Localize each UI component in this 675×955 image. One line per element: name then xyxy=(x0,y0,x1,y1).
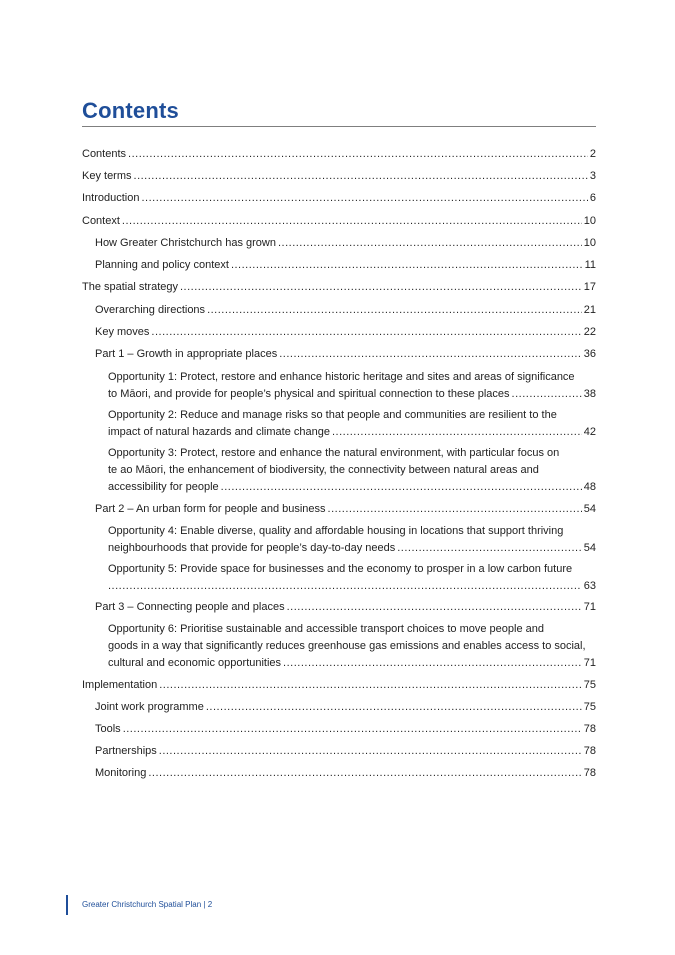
toc-page-number: 54 xyxy=(583,542,596,554)
toc-entry-line: goods in a way that significantly reduces greenhouse gas emissions and enables access to social, xyxy=(108,640,586,652)
toc-entry-line: accessibility for people xyxy=(108,481,219,493)
toc-page-number: 10 xyxy=(583,215,596,227)
toc-entry-label: Part 2 – An urban form for people and business xyxy=(95,503,326,515)
toc-entry-line: Opportunity 6: Prioritise sustainable and accessible transport choices to move people and xyxy=(108,623,544,635)
toc-entry-label: Context xyxy=(82,215,120,227)
toc-entry-part-1[interactable] xyxy=(95,346,596,363)
toc-entry-opportunity-4[interactable] xyxy=(108,523,596,557)
toc-entry-line: te ao Māori, the enhancement of biodiversity, the connectivity between natural areas and xyxy=(108,464,539,476)
toc-page-number: 2 xyxy=(589,148,596,160)
toc-entry-opportunity-5[interactable] xyxy=(108,561,596,595)
toc-page-number: 78 xyxy=(583,723,596,735)
toc-entry-label: Key terms xyxy=(82,170,132,182)
toc-entry-line: Opportunity 5: Provide space for businesses and the economy to prosper in a low carbon future xyxy=(108,563,573,575)
toc-page-number: 36 xyxy=(583,348,596,360)
toc-entry-joint-work-programme[interactable] xyxy=(95,699,596,716)
toc-entry-tools[interactable] xyxy=(95,721,596,738)
toc-entry-label: Partnerships xyxy=(95,745,157,757)
toc-page-number: 75 xyxy=(583,701,596,713)
toc-entry-line: Opportunity 1: Protect, restore and enhance historic heritage and sites and areas of significance xyxy=(108,371,575,383)
toc-page-number: 63 xyxy=(583,580,596,592)
toc-page-number: 17 xyxy=(583,281,596,293)
toc-entry-label: The spatial strategy xyxy=(82,281,178,293)
toc-entry-label: Overarching directions xyxy=(95,304,206,316)
toc-entry-line: to Māori, and provide for people’s physical and spiritual connection to these places xyxy=(108,388,510,400)
toc-entry-contents[interactable] xyxy=(82,146,596,163)
toc-page-number: 11 xyxy=(584,259,596,271)
toc-entry-opportunity-3[interactable] xyxy=(108,445,596,496)
page-footer: Greater Christchurch Spatial Plan | 2 xyxy=(66,895,212,915)
toc-entry-spatial-strategy[interactable] xyxy=(82,279,596,296)
toc-page-number: 10 xyxy=(583,237,596,249)
toc-entry-label: Key moves xyxy=(95,326,150,338)
toc-page-number: 38 xyxy=(583,388,596,400)
toc-entry-label: How Greater Christchurch has grown xyxy=(95,237,276,249)
toc-entry-key-moves[interactable] xyxy=(95,324,596,341)
toc-entry-label: Monitoring xyxy=(95,767,147,779)
toc-entry-line: Opportunity 2: Reduce and manage risks so that people and communities are resilient to the xyxy=(108,409,557,421)
toc-entry-how-christchurch-grown[interactable] xyxy=(95,235,596,252)
toc-page-number: 78 xyxy=(583,745,596,757)
toc-entry-opportunity-6[interactable] xyxy=(108,621,596,672)
toc-entry-line: impact of natural hazards and climate change xyxy=(108,426,330,438)
page-title: Contents xyxy=(82,98,179,123)
toc-entry-part-3[interactable] xyxy=(95,599,596,616)
toc-entry-line: Opportunity 3: Protect, restore and enhance the natural environment, with particular focus on xyxy=(108,447,560,459)
toc-entry-line: cultural and economic opportunities xyxy=(108,657,282,669)
toc-entry-label: Joint work programme xyxy=(95,701,204,713)
toc-entry-line: neighbourhoods that provide for people’s day-to-day needs xyxy=(108,542,396,554)
toc-page-number: 71 xyxy=(583,657,596,669)
toc-entry-overarching-directions[interactable] xyxy=(95,302,596,319)
toc-entry-implementation[interactable] xyxy=(82,677,596,694)
toc-page-number: 6 xyxy=(589,192,596,204)
toc-page-number: 78 xyxy=(583,767,596,779)
toc-entry-label: Planning and policy context xyxy=(95,259,229,271)
toc-entry-monitoring[interactable] xyxy=(95,765,596,782)
toc-entry-context[interactable] xyxy=(82,213,596,230)
toc-page-number: 3 xyxy=(589,170,596,182)
toc-entry-opportunity-2[interactable] xyxy=(108,407,596,441)
toc-entry-introduction[interactable] xyxy=(82,190,596,207)
toc-entry-label: Implementation xyxy=(82,679,158,691)
toc-entry-line: Opportunity 4: Enable diverse, quality and affordable housing in locations that support thriving xyxy=(108,525,564,537)
toc-entry-part-2[interactable] xyxy=(95,501,596,518)
toc-entry-label: Part 3 – Connecting people and places xyxy=(95,601,285,613)
toc-entry-label: Introduction xyxy=(82,192,140,204)
toc-page-number: 54 xyxy=(583,503,596,515)
toc-entry-opportunity-1[interactable] xyxy=(108,369,596,403)
toc-page-number: 42 xyxy=(583,426,596,438)
toc-page-number: 75 xyxy=(583,679,596,691)
toc-page-number: 48 xyxy=(583,481,596,493)
toc-entry-label: Tools xyxy=(95,723,121,735)
toc-page-number: 21 xyxy=(583,304,596,316)
toc-entry-label: Part 1 – Growth in appropriate places xyxy=(95,348,278,360)
title-underline xyxy=(82,126,596,127)
toc-entry-key-terms[interactable] xyxy=(82,168,596,185)
toc-page-number: 71 xyxy=(583,601,596,613)
toc-page-number: 22 xyxy=(583,326,596,338)
toc-entry-partnerships[interactable] xyxy=(95,743,596,760)
toc-entry-label: Contents xyxy=(82,148,127,160)
toc-entry-planning-policy-context[interactable] xyxy=(95,257,596,274)
